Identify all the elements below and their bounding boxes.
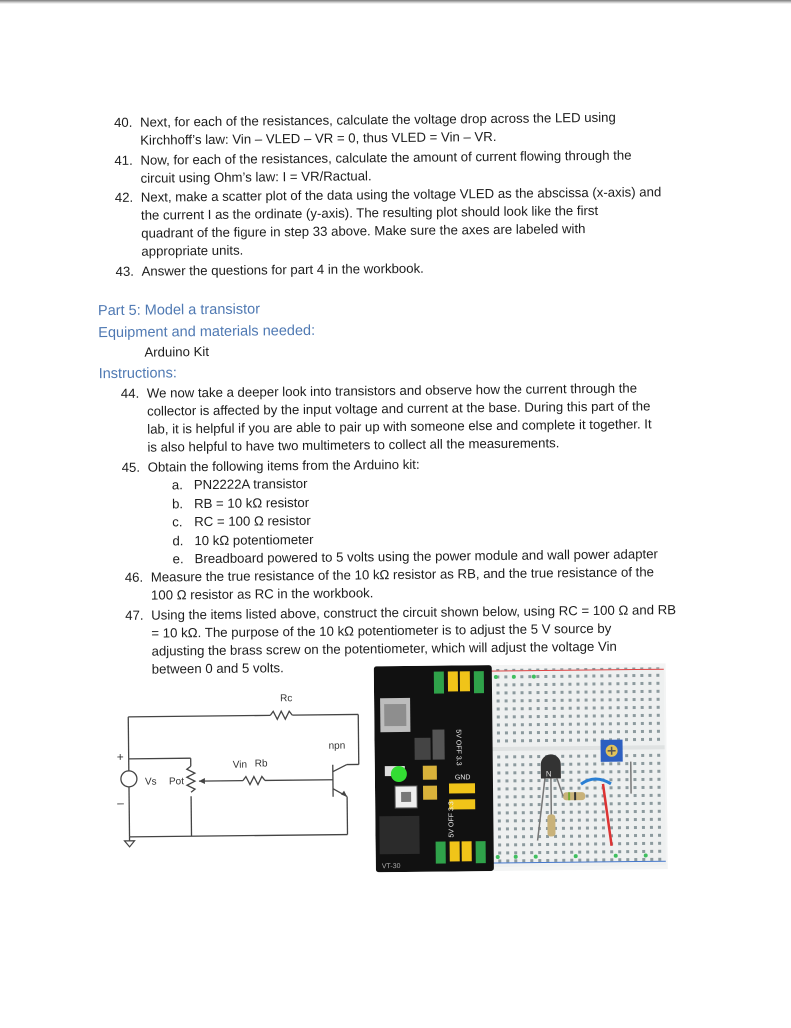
vin-label: Vin xyxy=(233,760,247,771)
item-41-number: 41. xyxy=(114,153,132,168)
item-42-line-4: appropriate units. xyxy=(141,237,662,260)
item-47-line-1: Using the items listed above, construct the circuit shown below, using RC = 100 Ω and RB xyxy=(151,601,676,624)
plus-label: + xyxy=(117,750,124,764)
module-bottom-label: VT-30 xyxy=(382,863,401,870)
npn-label: npn xyxy=(329,741,346,752)
item-40-line-2: Kirchhoff’s law: Vin – VLED – VR = 0, thus VLED = Vin – VR. xyxy=(140,127,616,150)
rb-label: Rb xyxy=(255,758,268,769)
sub-item-text: 10 kΩ potentiometer xyxy=(194,531,313,547)
item-44-number: 44. xyxy=(121,386,139,401)
sub-item-text: RC = 100 Ω resistor xyxy=(194,513,311,529)
item-40-line-1: Next, for each of the resistances, calculate the voltage drop across the LED using xyxy=(140,109,616,132)
rc-resistor-symbol xyxy=(270,711,292,719)
vs-source-symbol xyxy=(121,771,137,787)
barrel-jack xyxy=(379,816,419,854)
jumper-top xyxy=(448,671,458,691)
instructions-heading: Instructions: xyxy=(99,365,177,382)
item-44-line-1: We now take a deeper look into transistors and observe how the current through the xyxy=(147,379,652,402)
sub-item-letter: c. xyxy=(172,513,194,532)
pot-symbol xyxy=(187,766,195,792)
ground-icon xyxy=(125,841,135,847)
item-40-text xyxy=(140,109,616,150)
sub-item-text: PN2222A transistor xyxy=(194,476,308,492)
sub-item-text: Breadboard powered to 5 volts using the power module and wall power adapter xyxy=(195,546,658,566)
item-42-number: 42. xyxy=(115,190,133,205)
item-44-line-3: lab, it is helpful if you are able to pair up with someone else and complete it together. It xyxy=(147,415,652,438)
equipment-heading: Equipment and materials needed: xyxy=(98,323,315,341)
equipment-item: Arduino Kit xyxy=(144,344,209,360)
item-47-line-3: adjusting the brass screw on the potentiometer, which will adjust the voltage Vin xyxy=(151,637,676,660)
item-46-line-1: Measure the true resistance of the 10 kΩ resistor as RB, and the true resistance of the xyxy=(151,563,654,586)
module-gnd-label: GND xyxy=(455,774,471,781)
item-45-number: 45. xyxy=(122,460,140,475)
rc-label: Rc xyxy=(280,693,292,704)
item-46-line-2: 100 Ω resistor as RC in the workbook. xyxy=(151,581,654,604)
module-off-label: 5V OFF 3.3 xyxy=(454,729,461,765)
jumper-middle xyxy=(449,783,475,793)
item-42-text xyxy=(141,183,662,260)
item-40-number: 40. xyxy=(114,115,132,130)
item-47-line-4: between 0 and 5 volts. xyxy=(152,655,677,678)
item-46-text xyxy=(151,563,655,604)
item-42-line-3: quadrant of the figure in step 33 above. Make sure the axes are labeled with xyxy=(141,219,662,242)
sub-item-letter: b. xyxy=(172,495,194,514)
minus-label: – xyxy=(117,796,124,810)
item-42-line-1: Next, make a scatter plot of the data using the voltage VLED as the abscissa (x-axis) and xyxy=(141,183,662,206)
part-title: Part 5: Model a transistor xyxy=(98,301,260,319)
item-42-line-2: the current I as the ordinate (y-axis). The resulting plot should look like the first xyxy=(141,201,662,224)
resistor-rc xyxy=(547,814,555,836)
item-47-number: 47. xyxy=(125,608,143,623)
item-41-line-2: circuit using Ohm’s law: I = VR/Ractual. xyxy=(141,165,632,188)
item-44-line-2: collector is affected by the input voltage and current at the base. During this part of the xyxy=(147,397,652,420)
sub-item-letter: e. xyxy=(173,550,195,569)
item-43-text xyxy=(142,260,424,281)
item-46-number: 46. xyxy=(125,570,143,585)
sub-item-text: RB = 10 kΩ resistor xyxy=(194,494,309,510)
sub-item-letter: a. xyxy=(172,476,194,495)
item-45-sub-list xyxy=(172,471,658,569)
pot-label: Pot xyxy=(169,776,184,787)
item-44-text xyxy=(147,379,652,456)
item-43-number: 43. xyxy=(116,264,134,279)
item-47-line-2: = 10 kΩ. The purpose of the 10 kΩ potentiometer is to adjust the 5 V source by xyxy=(151,619,676,642)
item-41-text xyxy=(140,147,632,188)
breadboard-photo xyxy=(374,663,668,872)
item-43-line-1: Answer the questions for part 4 in the workbook. xyxy=(142,260,424,281)
item-41-line-1: Now, for each of the resistances, calculate the amount of current flowing through the xyxy=(140,147,631,170)
transistor-label: N xyxy=(546,769,552,778)
jumper-bottom xyxy=(450,841,460,861)
vs-label: Vs xyxy=(145,777,157,788)
item-44-line-4: is also helpful to have two multimeters to collect all the measurements. xyxy=(147,433,652,456)
sub-item-letter: d. xyxy=(172,532,194,551)
item-45-text: Obtain the following items from the Arduino kit: xyxy=(148,456,420,477)
module-rail-label: 5V OFF 3.3 xyxy=(448,801,455,837)
rb-resistor-symbol xyxy=(243,776,265,784)
circuit-schematic xyxy=(110,686,372,849)
